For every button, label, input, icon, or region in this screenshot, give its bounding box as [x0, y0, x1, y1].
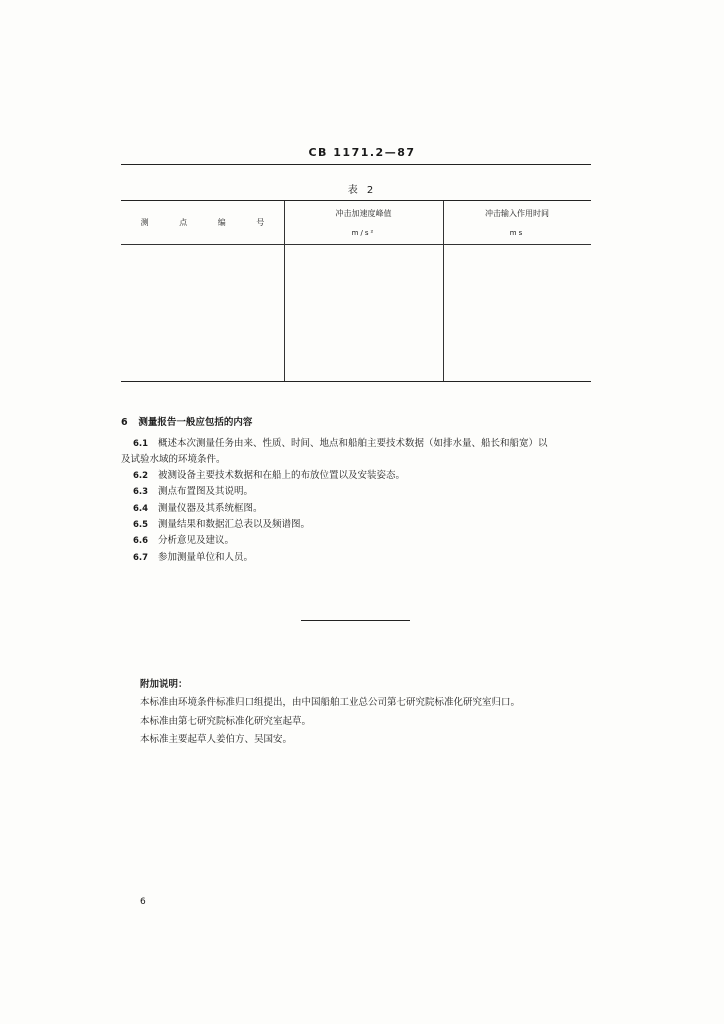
list-item-continuation	[121, 452, 595, 467]
item-number: 6.4	[133, 503, 149, 514]
data-table	[121, 200, 591, 382]
table-title: 表 2	[347, 185, 377, 196]
item-text: 测量仪器及其系统框图。	[158, 502, 263, 514]
header-rule	[121, 164, 591, 165]
item-number: 6.6	[133, 536, 149, 547]
notes-line: 本标准由第七研究院标准化研究室起草。	[140, 715, 312, 727]
list-item	[121, 517, 595, 533]
item-text-continuation: 及试验水域的环境条件。	[121, 454, 226, 466]
notes-line: 本标准由环境条件标准归口组提出，由中国船舶工业总公司第七研究院标准化研究室归口。	[140, 697, 521, 709]
report-content-list	[121, 436, 595, 566]
list-item	[121, 484, 595, 500]
notes-line: 本标准主要起草人姜伯方、吴国安。	[140, 733, 293, 745]
column-unit: m/s²	[351, 229, 376, 237]
column-label: 冲击输入作用时间	[485, 209, 549, 218]
column-header-point-number	[121, 216, 284, 230]
item-number: 6.7	[133, 552, 149, 563]
standard-code: CB 1171.2—87	[308, 146, 416, 159]
column-unit: ms	[509, 229, 525, 237]
column-header-impact-duration	[443, 207, 591, 240]
section-number: 6	[121, 417, 128, 428]
list-item	[121, 550, 595, 566]
list-item	[121, 501, 595, 517]
page-number: 6	[140, 897, 146, 907]
item-number: 6.3	[133, 487, 149, 498]
section-heading	[121, 414, 252, 428]
column-label: 冲击加速度峰值	[335, 209, 392, 218]
item-text: 被测设备主要技术数据和在船上的布放位置以及安装姿态。	[158, 469, 406, 481]
item-text: 概述本次测量任务由来、性质、时间、地点和船舶主要技术数据（如排水量、船长和船宽）以	[158, 438, 548, 449]
item-text: 分析意见及建议。	[158, 535, 235, 547]
item-number: 6.5	[133, 520, 149, 531]
section-title: 测量报告一般应包括的内容	[138, 417, 253, 428]
item-text: 参加测量单位和人员。	[158, 551, 254, 563]
section-divider	[301, 620, 410, 621]
item-text: 测量结果和数据汇总表以及频谱图。	[158, 519, 311, 531]
list-item	[121, 533, 595, 549]
additional-notes	[140, 676, 600, 749]
item-number: 6.2	[133, 470, 149, 481]
table-header-rule	[121, 244, 591, 245]
item-text: 测点布置图及其说明。	[158, 486, 254, 498]
column-label: 测 点 编 号	[140, 218, 279, 227]
notes-title: 附加说明：	[140, 679, 188, 690]
column-header-peak-acceleration	[284, 207, 443, 240]
list-item	[121, 436, 595, 452]
list-item	[121, 468, 595, 484]
item-number: 6.1	[133, 439, 149, 449]
